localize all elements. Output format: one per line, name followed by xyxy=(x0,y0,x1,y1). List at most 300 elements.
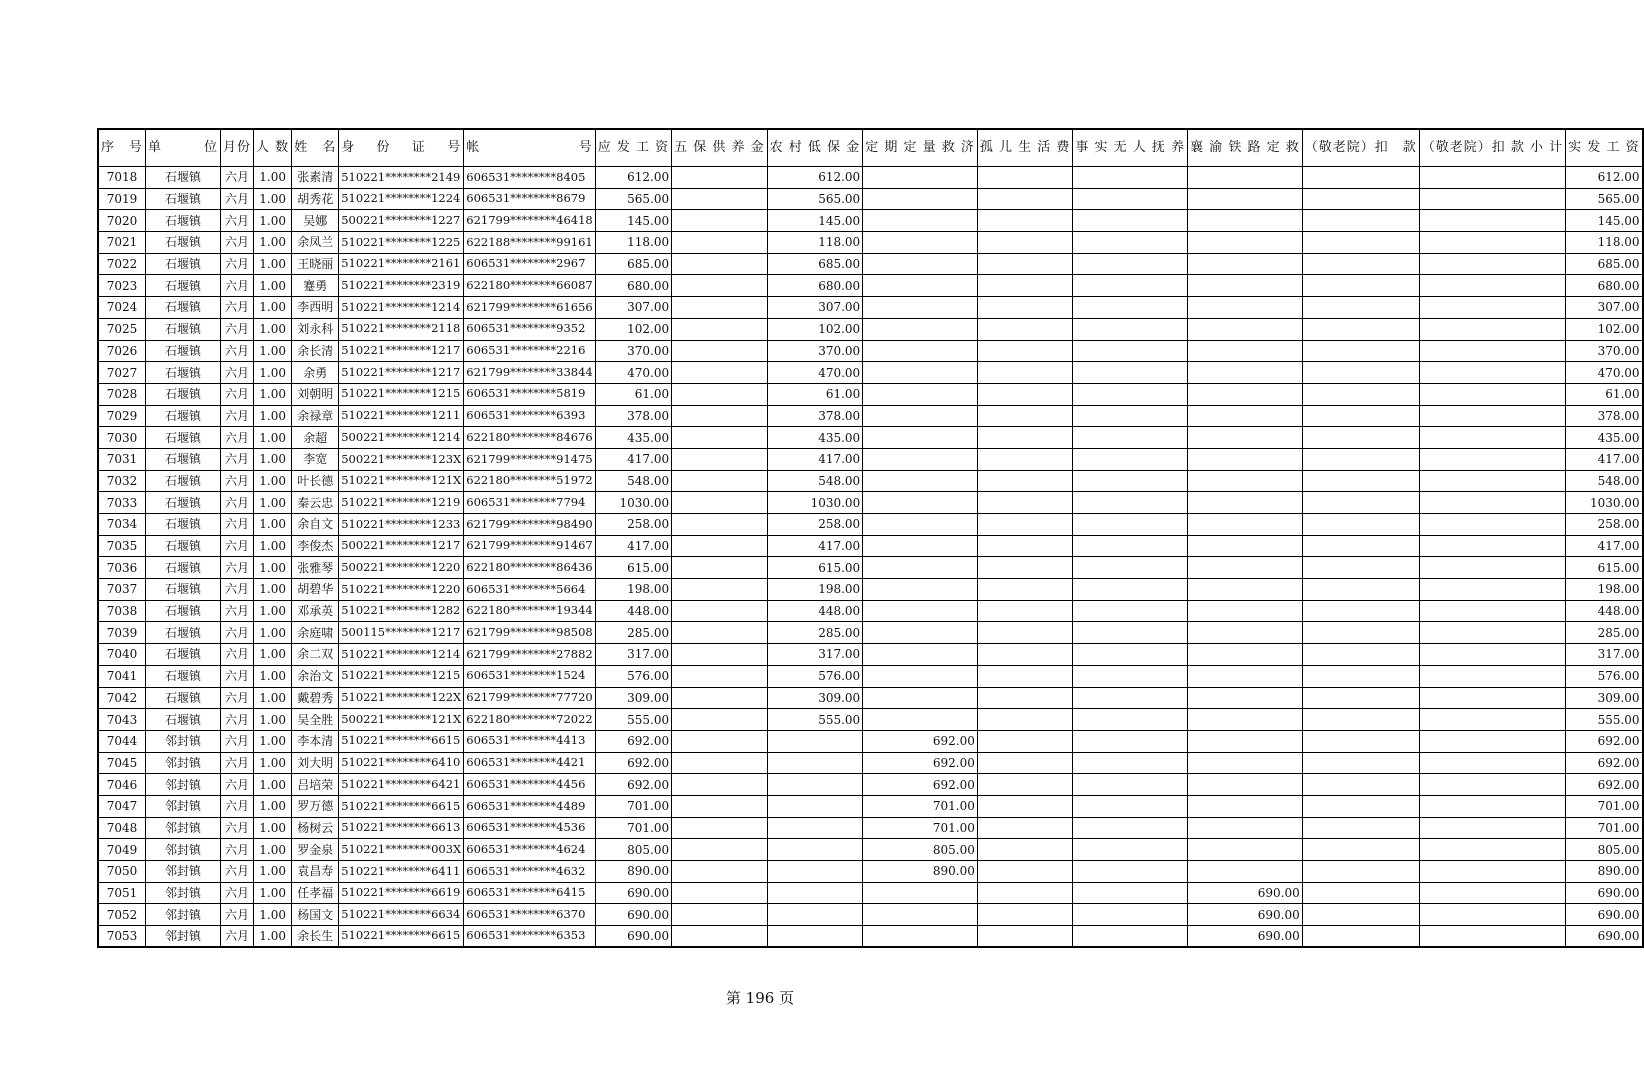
wubao-cell xyxy=(672,774,768,796)
count-cell: 1.00 xyxy=(254,492,292,514)
xiangyu-cell xyxy=(1188,557,1303,579)
wubao-cell xyxy=(672,579,768,601)
dibao-cell: 448.00 xyxy=(767,600,863,622)
xiangyu-cell xyxy=(1188,795,1303,817)
deduction-subtotal-cell xyxy=(1419,926,1565,948)
name-cell: 张素清 xyxy=(292,167,339,189)
count-cell: 1.00 xyxy=(254,795,292,817)
page-number: 第 196 页 xyxy=(725,989,795,1007)
deduction-cell xyxy=(1302,557,1419,579)
gross-pay-cell: 692.00 xyxy=(595,752,671,774)
net-pay-cell: 61.00 xyxy=(1566,383,1643,405)
deduction-subtotal-cell xyxy=(1419,795,1565,817)
wubao-cell xyxy=(672,644,768,666)
table-row xyxy=(98,557,1643,579)
deduction-subtotal-cell xyxy=(1419,427,1565,449)
dingliang-cell xyxy=(863,188,978,210)
table-row xyxy=(98,839,1643,861)
deduction-cell xyxy=(1302,644,1419,666)
deduction-cell xyxy=(1302,514,1419,536)
column-header: 实 发 工 资 xyxy=(1566,129,1643,167)
gross-pay-cell: 448.00 xyxy=(595,600,671,622)
gross-pay-cell: 555.00 xyxy=(595,709,671,731)
shishi-cell xyxy=(1073,427,1188,449)
account-cell: 622180********72022 xyxy=(464,709,595,731)
wubao-cell xyxy=(672,492,768,514)
account-cell: 606531********4489 xyxy=(464,795,595,817)
account-cell: 622180********86436 xyxy=(464,557,595,579)
account-cell: 606531********4536 xyxy=(464,817,595,839)
dibao-cell xyxy=(767,817,863,839)
name-cell: 叶长德 xyxy=(292,470,339,492)
dibao-cell: 370.00 xyxy=(767,340,863,362)
deduction-cell xyxy=(1302,861,1419,883)
table-row xyxy=(98,232,1643,254)
gross-pay-cell: 198.00 xyxy=(595,579,671,601)
net-pay-cell: 1030.00 xyxy=(1566,492,1643,514)
unit-cell: 石堰镇 xyxy=(146,232,221,254)
gross-pay-cell: 317.00 xyxy=(595,644,671,666)
dibao-cell: 307.00 xyxy=(767,297,863,319)
table-row xyxy=(98,297,1643,319)
gross-pay-cell: 701.00 xyxy=(595,817,671,839)
guer-cell xyxy=(977,535,1073,557)
dibao-cell: 680.00 xyxy=(767,275,863,297)
guer-cell xyxy=(977,752,1073,774)
row-number: 7050 xyxy=(98,861,146,883)
month-cell: 六月 xyxy=(221,926,254,948)
table-row xyxy=(98,210,1643,232)
unit-cell: 石堰镇 xyxy=(146,383,221,405)
month-cell: 六月 xyxy=(221,362,254,384)
xiangyu-cell xyxy=(1188,470,1303,492)
xiangyu-cell xyxy=(1188,340,1303,362)
deduction-subtotal-cell xyxy=(1419,579,1565,601)
wubao-cell xyxy=(672,405,768,427)
dingliang-cell xyxy=(863,687,978,709)
table-row xyxy=(98,253,1643,275)
wubao-cell xyxy=(672,861,768,883)
account-cell: 621799********77720 xyxy=(464,687,595,709)
id-number-cell: 510221********1224 xyxy=(339,188,464,210)
net-pay-cell: 692.00 xyxy=(1566,774,1643,796)
column-header: 序 号 xyxy=(98,129,146,167)
shishi-cell xyxy=(1073,730,1188,752)
account-cell: 622180********66087 xyxy=(464,275,595,297)
dibao-cell: 615.00 xyxy=(767,557,863,579)
month-cell: 六月 xyxy=(221,709,254,731)
name-cell: 刘朝明 xyxy=(292,383,339,405)
name-cell: 杨国文 xyxy=(292,904,339,926)
shishi-cell xyxy=(1073,839,1188,861)
count-cell: 1.00 xyxy=(254,297,292,319)
row-number: 7052 xyxy=(98,904,146,926)
guer-cell xyxy=(977,405,1073,427)
deduction-subtotal-cell xyxy=(1419,514,1565,536)
wubao-cell xyxy=(672,383,768,405)
guer-cell xyxy=(977,600,1073,622)
month-cell: 六月 xyxy=(221,600,254,622)
wubao-cell xyxy=(672,665,768,687)
dibao-cell: 555.00 xyxy=(767,709,863,731)
month-cell: 六月 xyxy=(221,210,254,232)
row-number: 7024 xyxy=(98,297,146,319)
table-row xyxy=(98,774,1643,796)
deduction-subtotal-cell xyxy=(1419,730,1565,752)
dingliang-cell xyxy=(863,709,978,731)
gross-pay-cell: 61.00 xyxy=(595,383,671,405)
gross-pay-cell: 565.00 xyxy=(595,188,671,210)
count-cell: 1.00 xyxy=(254,926,292,948)
wubao-cell xyxy=(672,275,768,297)
row-number: 7053 xyxy=(98,926,146,948)
row-number: 7046 xyxy=(98,774,146,796)
row-number: 7030 xyxy=(98,427,146,449)
name-cell: 吴全胜 xyxy=(292,709,339,731)
shishi-cell xyxy=(1073,882,1188,904)
deduction-subtotal-cell xyxy=(1419,448,1565,470)
gross-pay-cell: 690.00 xyxy=(595,882,671,904)
table-row xyxy=(98,709,1643,731)
unit-cell: 石堰镇 xyxy=(146,188,221,210)
xiangyu-cell xyxy=(1188,861,1303,883)
id-number-cell: 510221********2319 xyxy=(339,275,464,297)
shishi-cell xyxy=(1073,817,1188,839)
dibao-cell xyxy=(767,774,863,796)
shishi-cell xyxy=(1073,210,1188,232)
dibao-cell: 309.00 xyxy=(767,687,863,709)
guer-cell xyxy=(977,926,1073,948)
account-cell: 606531********6370 xyxy=(464,904,595,926)
net-pay-cell: 576.00 xyxy=(1566,665,1643,687)
id-number-cell: 510221********2118 xyxy=(339,318,464,340)
id-number-cell: 510221********6615 xyxy=(339,730,464,752)
unit-cell: 石堰镇 xyxy=(146,297,221,319)
account-cell: 621799********46418 xyxy=(464,210,595,232)
account-cell: 606531********5819 xyxy=(464,383,595,405)
deduction-subtotal-cell xyxy=(1419,709,1565,731)
dibao-cell: 102.00 xyxy=(767,318,863,340)
deduction-cell xyxy=(1302,383,1419,405)
name-cell: 杨树云 xyxy=(292,817,339,839)
deduction-cell xyxy=(1302,839,1419,861)
xiangyu-cell xyxy=(1188,318,1303,340)
count-cell: 1.00 xyxy=(254,253,292,275)
shishi-cell xyxy=(1073,861,1188,883)
dingliang-cell: 692.00 xyxy=(863,774,978,796)
net-pay-cell: 470.00 xyxy=(1566,362,1643,384)
row-number: 7040 xyxy=(98,644,146,666)
deduction-subtotal-cell xyxy=(1419,817,1565,839)
dingliang-cell: 692.00 xyxy=(863,752,978,774)
month-cell: 六月 xyxy=(221,297,254,319)
deduction-cell xyxy=(1302,253,1419,275)
shishi-cell xyxy=(1073,383,1188,405)
deduction-subtotal-cell xyxy=(1419,275,1565,297)
dingliang-cell xyxy=(863,470,978,492)
guer-cell xyxy=(977,622,1073,644)
shishi-cell xyxy=(1073,188,1188,210)
row-number: 7022 xyxy=(98,253,146,275)
gross-pay-cell: 701.00 xyxy=(595,795,671,817)
deduction-cell xyxy=(1302,188,1419,210)
id-number-cell: 510221********1214 xyxy=(339,297,464,319)
dingliang-cell xyxy=(863,904,978,926)
month-cell: 六月 xyxy=(221,904,254,926)
net-pay-cell: 685.00 xyxy=(1566,253,1643,275)
id-number-cell: 500221********121X xyxy=(339,709,464,731)
gross-pay-cell: 805.00 xyxy=(595,839,671,861)
unit-cell: 石堰镇 xyxy=(146,427,221,449)
deduction-subtotal-cell xyxy=(1419,362,1565,384)
deduction-cell xyxy=(1302,579,1419,601)
guer-cell xyxy=(977,861,1073,883)
xiangyu-cell xyxy=(1188,709,1303,731)
deduction-subtotal-cell xyxy=(1419,861,1565,883)
net-pay-cell: 307.00 xyxy=(1566,297,1643,319)
net-pay-cell: 548.00 xyxy=(1566,470,1643,492)
name-cell: 李俊杰 xyxy=(292,535,339,557)
id-number-cell: 510221********121X xyxy=(339,470,464,492)
shishi-cell xyxy=(1073,795,1188,817)
shishi-cell xyxy=(1073,622,1188,644)
month-cell: 六月 xyxy=(221,427,254,449)
xiangyu-cell xyxy=(1188,427,1303,449)
column-header: 月份 xyxy=(221,129,254,167)
table-row xyxy=(98,600,1643,622)
xiangyu-cell xyxy=(1188,188,1303,210)
account-cell: 606531********5664 xyxy=(464,579,595,601)
xiangyu-cell xyxy=(1188,730,1303,752)
gross-pay-cell: 692.00 xyxy=(595,730,671,752)
unit-cell: 邻封镇 xyxy=(146,752,221,774)
column-header: 人 数 xyxy=(254,129,292,167)
dingliang-cell xyxy=(863,275,978,297)
xiangyu-cell xyxy=(1188,514,1303,536)
net-pay-cell: 435.00 xyxy=(1566,427,1643,449)
unit-cell: 石堰镇 xyxy=(146,362,221,384)
dingliang-cell xyxy=(863,167,978,189)
deduction-cell xyxy=(1302,362,1419,384)
guer-cell xyxy=(977,904,1073,926)
shishi-cell xyxy=(1073,752,1188,774)
account-cell: 621799********91475 xyxy=(464,448,595,470)
name-cell: 余凤兰 xyxy=(292,232,339,254)
deduction-cell xyxy=(1302,492,1419,514)
xiangyu-cell xyxy=(1188,167,1303,189)
xiangyu-cell: 690.00 xyxy=(1188,904,1303,926)
table-row xyxy=(98,665,1643,687)
shishi-cell xyxy=(1073,687,1188,709)
net-pay-cell: 615.00 xyxy=(1566,557,1643,579)
dingliang-cell xyxy=(863,514,978,536)
count-cell: 1.00 xyxy=(254,362,292,384)
unit-cell: 石堰镇 xyxy=(146,665,221,687)
wubao-cell xyxy=(672,600,768,622)
deduction-subtotal-cell xyxy=(1419,535,1565,557)
count-cell: 1.00 xyxy=(254,383,292,405)
shishi-cell xyxy=(1073,709,1188,731)
shishi-cell xyxy=(1073,644,1188,666)
unit-cell: 石堰镇 xyxy=(146,535,221,557)
deduction-cell xyxy=(1302,687,1419,709)
row-number: 7036 xyxy=(98,557,146,579)
dibao-cell xyxy=(767,882,863,904)
table-row xyxy=(98,579,1643,601)
row-number: 7038 xyxy=(98,600,146,622)
account-cell: 606531********6353 xyxy=(464,926,595,948)
row-number: 7026 xyxy=(98,340,146,362)
gross-pay-cell: 307.00 xyxy=(595,297,671,319)
count-cell: 1.00 xyxy=(254,579,292,601)
table-row xyxy=(98,687,1643,709)
wubao-cell xyxy=(672,514,768,536)
unit-cell: 石堰镇 xyxy=(146,340,221,362)
wubao-cell xyxy=(672,253,768,275)
row-number: 7043 xyxy=(98,709,146,731)
row-number: 7018 xyxy=(98,167,146,189)
gross-pay-cell: 615.00 xyxy=(595,557,671,579)
wubao-cell xyxy=(672,839,768,861)
account-cell: 622188********99161 xyxy=(464,232,595,254)
id-number-cell: 510221********6421 xyxy=(339,774,464,796)
unit-cell: 邻封镇 xyxy=(146,861,221,883)
dingliang-cell xyxy=(863,340,978,362)
wubao-cell xyxy=(672,687,768,709)
id-number-cell: 510221********1225 xyxy=(339,232,464,254)
name-cell: 王晓丽 xyxy=(292,253,339,275)
xiangyu-cell xyxy=(1188,405,1303,427)
deduction-cell xyxy=(1302,427,1419,449)
dibao-cell xyxy=(767,752,863,774)
id-number-cell: 510221********1214 xyxy=(339,644,464,666)
xiangyu-cell xyxy=(1188,579,1303,601)
wubao-cell xyxy=(672,730,768,752)
xiangyu-cell xyxy=(1188,383,1303,405)
deduction-cell xyxy=(1302,622,1419,644)
unit-cell: 石堰镇 xyxy=(146,253,221,275)
row-number: 7051 xyxy=(98,882,146,904)
gross-pay-cell: 118.00 xyxy=(595,232,671,254)
account-cell: 606531********1524 xyxy=(464,665,595,687)
dibao-cell: 417.00 xyxy=(767,448,863,470)
deduction-cell xyxy=(1302,730,1419,752)
deduction-subtotal-cell xyxy=(1419,752,1565,774)
table-row xyxy=(98,362,1643,384)
name-cell: 余庭啸 xyxy=(292,622,339,644)
unit-cell: 石堰镇 xyxy=(146,557,221,579)
dibao-cell xyxy=(767,926,863,948)
unit-cell: 石堰镇 xyxy=(146,448,221,470)
dingliang-cell: 805.00 xyxy=(863,839,978,861)
column-header: 五 保 供 养 金 xyxy=(672,129,768,167)
shishi-cell xyxy=(1073,492,1188,514)
count-cell: 1.00 xyxy=(254,882,292,904)
id-number-cell: 510221********6613 xyxy=(339,817,464,839)
net-pay-cell: 317.00 xyxy=(1566,644,1643,666)
gross-pay-cell: 890.00 xyxy=(595,861,671,883)
month-cell: 六月 xyxy=(221,448,254,470)
table-row xyxy=(98,318,1643,340)
deduction-subtotal-cell xyxy=(1419,687,1565,709)
count-cell: 1.00 xyxy=(254,665,292,687)
dibao-cell: 417.00 xyxy=(767,535,863,557)
xiangyu-cell xyxy=(1188,253,1303,275)
count-cell: 1.00 xyxy=(254,774,292,796)
gross-pay-cell: 258.00 xyxy=(595,514,671,536)
name-cell: 胡秀花 xyxy=(292,188,339,210)
net-pay-cell: 890.00 xyxy=(1566,861,1643,883)
unit-cell: 石堰镇 xyxy=(146,600,221,622)
deduction-subtotal-cell xyxy=(1419,167,1565,189)
gross-pay-cell: 435.00 xyxy=(595,427,671,449)
deduction-cell xyxy=(1302,926,1419,948)
deduction-cell xyxy=(1302,297,1419,319)
deduction-cell xyxy=(1302,405,1419,427)
count-cell: 1.00 xyxy=(254,557,292,579)
xiangyu-cell xyxy=(1188,275,1303,297)
dingliang-cell: 692.00 xyxy=(863,730,978,752)
dibao-cell: 198.00 xyxy=(767,579,863,601)
month-cell: 六月 xyxy=(221,470,254,492)
account-cell: 621799********27882 xyxy=(464,644,595,666)
guer-cell xyxy=(977,644,1073,666)
account-cell: 606531********4421 xyxy=(464,752,595,774)
account-cell: 606531********6393 xyxy=(464,405,595,427)
month-cell: 六月 xyxy=(221,535,254,557)
table-row xyxy=(98,730,1643,752)
id-number-cell: 500221********1220 xyxy=(339,557,464,579)
id-number-cell: 510221********6634 xyxy=(339,904,464,926)
deduction-subtotal-cell xyxy=(1419,774,1565,796)
gross-pay-cell: 417.00 xyxy=(595,535,671,557)
name-cell: 张雅琴 xyxy=(292,557,339,579)
net-pay-cell: 198.00 xyxy=(1566,579,1643,601)
table-body xyxy=(98,167,1643,948)
table-row xyxy=(98,275,1643,297)
month-cell: 六月 xyxy=(221,839,254,861)
name-cell: 李西明 xyxy=(292,297,339,319)
guer-cell xyxy=(977,188,1073,210)
wubao-cell xyxy=(672,188,768,210)
name-cell: 余长清 xyxy=(292,340,339,362)
name-cell: 刘大明 xyxy=(292,752,339,774)
guer-cell xyxy=(977,514,1073,536)
column-header: 事 实 无 人 抚 养 xyxy=(1073,129,1188,167)
id-number-cell: 500221********1217 xyxy=(339,535,464,557)
guer-cell xyxy=(977,297,1073,319)
row-number: 7032 xyxy=(98,470,146,492)
header-row xyxy=(98,129,1643,167)
unit-cell: 石堰镇 xyxy=(146,167,221,189)
shishi-cell xyxy=(1073,579,1188,601)
shishi-cell xyxy=(1073,253,1188,275)
gross-pay-cell: 285.00 xyxy=(595,622,671,644)
dingliang-cell xyxy=(863,492,978,514)
count-cell: 1.00 xyxy=(254,730,292,752)
name-cell: 刘永科 xyxy=(292,318,339,340)
row-number: 7019 xyxy=(98,188,146,210)
id-number-cell: 510221********6410 xyxy=(339,752,464,774)
name-cell: 余治文 xyxy=(292,665,339,687)
row-number: 7034 xyxy=(98,514,146,536)
row-number: 7044 xyxy=(98,730,146,752)
gross-pay-cell: 548.00 xyxy=(595,470,671,492)
deduction-subtotal-cell xyxy=(1419,882,1565,904)
dingliang-cell xyxy=(863,665,978,687)
shishi-cell xyxy=(1073,167,1188,189)
table-row xyxy=(98,817,1643,839)
